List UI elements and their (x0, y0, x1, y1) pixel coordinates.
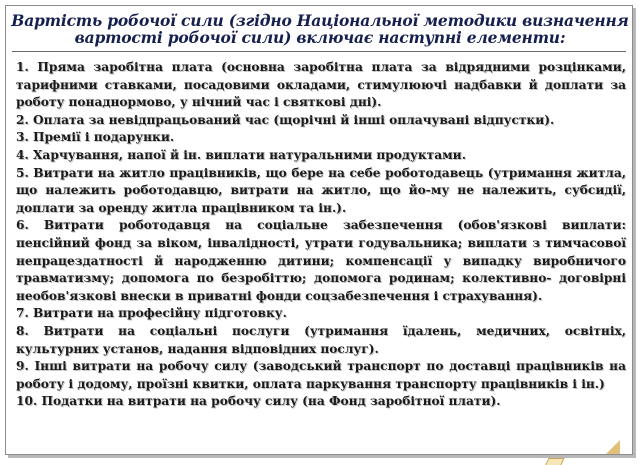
elements-list (16, 59, 626, 411)
title-line-2: вартості робочої сили) включає наступні елементи: (74, 28, 566, 47)
list-item: 6. Витрати роботодавця на соціальне забезпечення (обов'язкові виплати: пенсійний фонд за віком, інвалідності, утрати годувальника; виплати з тимчасової непрацездатності й народженню дитини; компенсації у випадку виробничого травматизму; допомога по безробіттю; допомога родинам; колективно- договірні необов'язкові внески в приватні фонди соцзабезпечення і страхування). (16, 218, 626, 303)
list-item: 8. Витрати на соціальні послуги (утримання їдалень, медичних, освітніх, культурних установ, надання відповідних послуг). (16, 323, 626, 356)
content-frame (5, 5, 633, 455)
list-item: 7. Витрати на професійну підготовку. (16, 306, 287, 321)
list-item: 5. Витрати на житло працівників, що бере на себе роботодавець (утримання житла, що належить роботодавцю, витрати на житло, що йо-му не належить, субсидії, доплати за оренду житла працівником та ін.). (16, 165, 626, 215)
list-item: 3. Премії і подарунки. (16, 130, 175, 145)
decorative-tab (543, 458, 564, 465)
list-item: 2. Оплата за невідпрацьований час (щорічні й інші оплачувані відпустки). (16, 112, 555, 127)
title-line-1: Вартість робочої сили (згідно Національної методики визначення (11, 11, 629, 30)
list-item: 9. Інші витрати на робочу силу (заводський транспорт по доставці працівників на роботу і додому, проїзні квитки, оплата паркування транспорту працівників і ін.) (16, 359, 626, 391)
list-item: 1. Пряма заробітна плата (основна заробітна плата за відрядними розцінками, тарифними ставками, посадовими окладами, стимулюючі надбавки й доплати за роботу понаднормово, у нічний час і святкові дні). (16, 60, 626, 110)
title-divider (12, 51, 626, 52)
slide-title (6, 12, 634, 46)
page-corner-fold (606, 440, 620, 454)
list-item: 10. Податки на витрати на робочу силу (на Фонд заробітної плати). (16, 394, 501, 409)
list-item: 4. Харчування, напої й ін. виплати натуральними продуктами. (16, 147, 466, 162)
